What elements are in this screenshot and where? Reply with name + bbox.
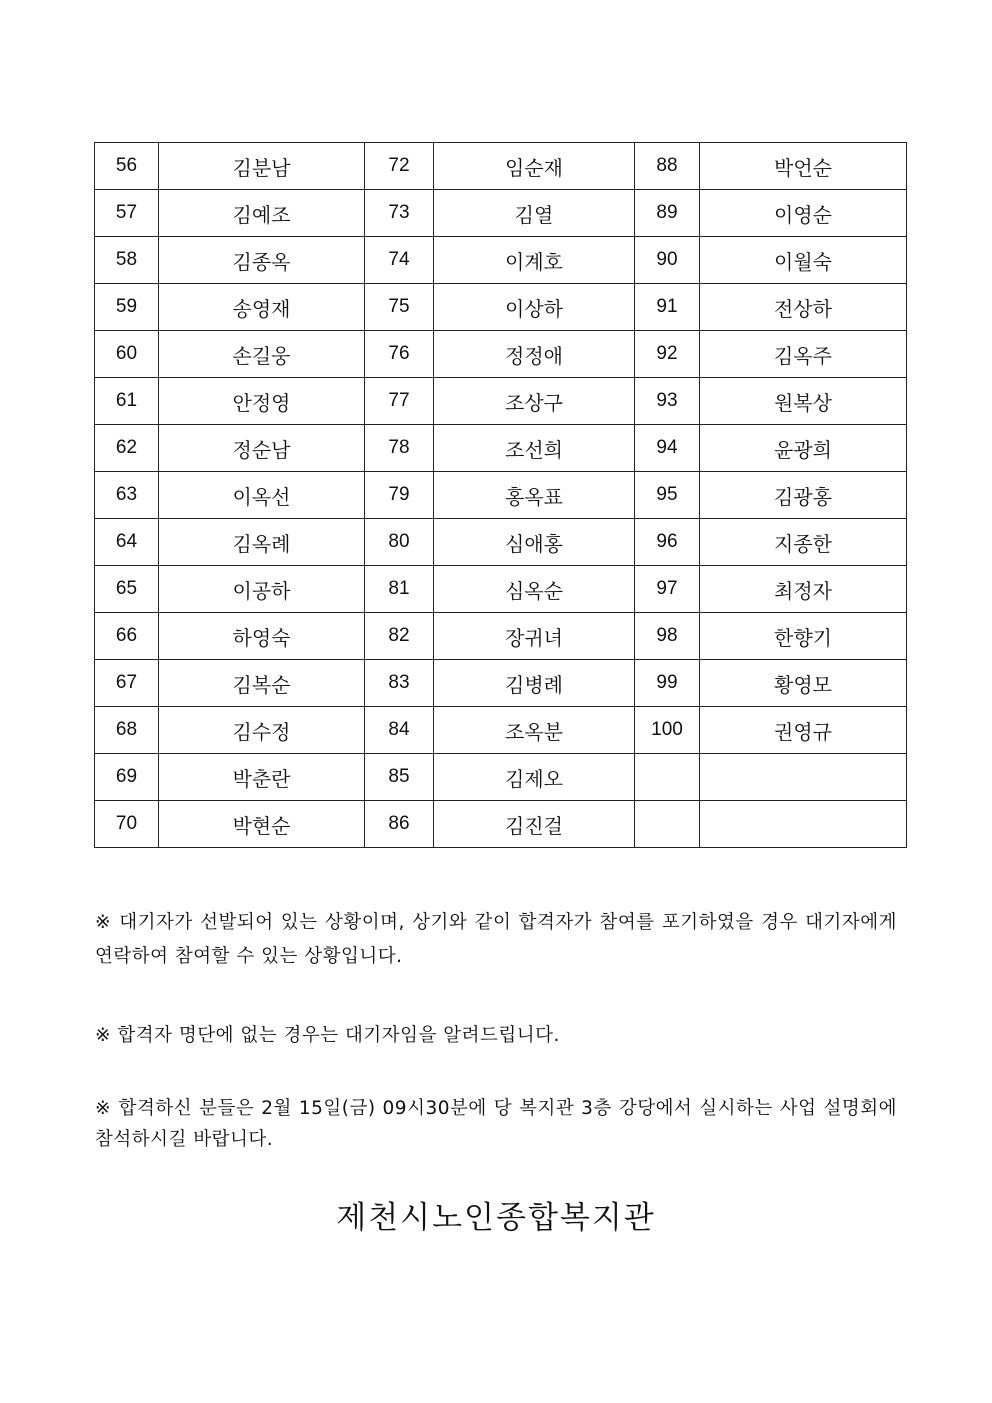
entry-number: 90 [635, 237, 700, 284]
entry-number: 92 [635, 331, 700, 378]
entry-number: 86 [365, 801, 434, 848]
entry-number: 97 [635, 566, 700, 613]
entry-name: 조선희 [434, 425, 635, 472]
table-row [95, 331, 907, 378]
entry-number: 63 [95, 472, 159, 519]
waitlist-note: ※ 대기자가 선발되어 있는 상황이며, 상기와 같이 합격자가 참여를 포기하였을 경우 대기자에게 연락하여 참여할 수 있는 상황입니다. [95, 912, 897, 967]
entry-number: 85 [365, 754, 434, 801]
entry-number: 88 [635, 143, 700, 190]
table-row [95, 519, 907, 566]
table-row [95, 566, 907, 613]
entry-number: 75 [365, 284, 434, 331]
entry-number: 91 [635, 284, 700, 331]
table-row [95, 660, 907, 707]
entry-name: 이옥선 [159, 472, 365, 519]
entry-name: 김수정 [159, 707, 365, 754]
entry-number [635, 801, 700, 848]
entry-number: 66 [95, 613, 159, 660]
table-row [95, 472, 907, 519]
entry-name: 권영규 [700, 707, 907, 754]
entry-name: 김분남 [159, 143, 365, 190]
entry-name: 이공하 [159, 566, 365, 613]
entry-number: 94 [635, 425, 700, 472]
entry-name: 박춘란 [159, 754, 365, 801]
entry-name [700, 801, 907, 848]
entry-name: 김제오 [434, 754, 635, 801]
table-row [95, 190, 907, 237]
entry-number: 72 [365, 143, 434, 190]
entry-number: 70 [95, 801, 159, 848]
entry-name: 조상구 [434, 378, 635, 425]
entry-name: 임순재 [434, 143, 635, 190]
entry-number: 60 [95, 331, 159, 378]
entry-number: 76 [365, 331, 434, 378]
entry-number: 93 [635, 378, 700, 425]
entry-number: 95 [635, 472, 700, 519]
entry-number: 79 [365, 472, 434, 519]
entry-name [700, 754, 907, 801]
entry-number: 81 [365, 566, 434, 613]
entry-number: 56 [95, 143, 159, 190]
entry-name: 김병례 [434, 660, 635, 707]
entry-number: 61 [95, 378, 159, 425]
entry-name: 김옥주 [700, 331, 907, 378]
entry-number: 83 [365, 660, 434, 707]
table-row [95, 707, 907, 754]
organization-name: 제천시노인종합복지관 [336, 1200, 656, 1236]
entry-name: 송영재 [159, 284, 365, 331]
entry-name: 안정영 [159, 378, 365, 425]
entry-number: 80 [365, 519, 434, 566]
entry-name: 최정자 [700, 566, 907, 613]
table-row [95, 143, 907, 190]
entry-name: 김광홍 [700, 472, 907, 519]
entry-number: 64 [95, 519, 159, 566]
entry-name: 하영숙 [159, 613, 365, 660]
entry-number: 59 [95, 284, 159, 331]
table-row [95, 378, 907, 425]
entry-number: 67 [95, 660, 159, 707]
roster-body [95, 143, 907, 848]
entry-name: 이영순 [700, 190, 907, 237]
table-row [95, 754, 907, 801]
entry-number: 62 [95, 425, 159, 472]
entry-number: 96 [635, 519, 700, 566]
entry-name: 손길웅 [159, 331, 365, 378]
table-row [95, 284, 907, 331]
entry-name: 전상하 [700, 284, 907, 331]
entry-number: 57 [95, 190, 159, 237]
entry-name: 정정애 [434, 331, 635, 378]
entry-name: 이월숙 [700, 237, 907, 284]
not-listed-note: ※ 합격자 명단에 없는 경우는 대기자임을 알려드립니다. [95, 1025, 560, 1046]
entry-number: 77 [365, 378, 434, 425]
entry-name: 박언순 [700, 143, 907, 190]
entry-number: 98 [635, 613, 700, 660]
entry-number: 78 [365, 425, 434, 472]
entry-name: 김옥례 [159, 519, 365, 566]
entry-number: 68 [95, 707, 159, 754]
entry-name: 조옥분 [434, 707, 635, 754]
entry-name: 김열 [434, 190, 635, 237]
table-row [95, 801, 907, 848]
entry-name: 이상하 [434, 284, 635, 331]
entry-name: 홍옥표 [434, 472, 635, 519]
entry-name: 정순남 [159, 425, 365, 472]
entry-name: 윤광희 [700, 425, 907, 472]
entry-name: 황영모 [700, 660, 907, 707]
entry-number: 99 [635, 660, 700, 707]
entry-number: 84 [365, 707, 434, 754]
entry-number: 89 [635, 190, 700, 237]
entry-number: 58 [95, 237, 159, 284]
table-row [95, 425, 907, 472]
entry-number: 74 [365, 237, 434, 284]
briefing-note: ※ 합격하신 분들은 2월 15일(금) 09시30분에 당 복지관 3층 강당에서 실시하는 사업 설명회에 참석하시길 바랍니다. [95, 1098, 897, 1150]
entry-name: 박현순 [159, 801, 365, 848]
entry-name: 김종옥 [159, 237, 365, 284]
entry-name: 이계호 [434, 237, 635, 284]
entry-name: 지종한 [700, 519, 907, 566]
table-row [95, 237, 907, 284]
entry-name: 한향기 [700, 613, 907, 660]
entry-number: 73 [365, 190, 434, 237]
entry-name: 장귀녀 [434, 613, 635, 660]
entry-name: 김진걸 [434, 801, 635, 848]
roster-table [94, 142, 907, 848]
entry-name: 김복순 [159, 660, 365, 707]
entry-name: 김예조 [159, 190, 365, 237]
table-row [95, 613, 907, 660]
entry-number: 100 [635, 707, 700, 754]
entry-name: 원복상 [700, 378, 907, 425]
entry-number: 65 [95, 566, 159, 613]
entry-number [635, 754, 700, 801]
entry-number: 69 [95, 754, 159, 801]
entry-name: 심옥순 [434, 566, 635, 613]
entry-name: 심애홍 [434, 519, 635, 566]
entry-number: 82 [365, 613, 434, 660]
